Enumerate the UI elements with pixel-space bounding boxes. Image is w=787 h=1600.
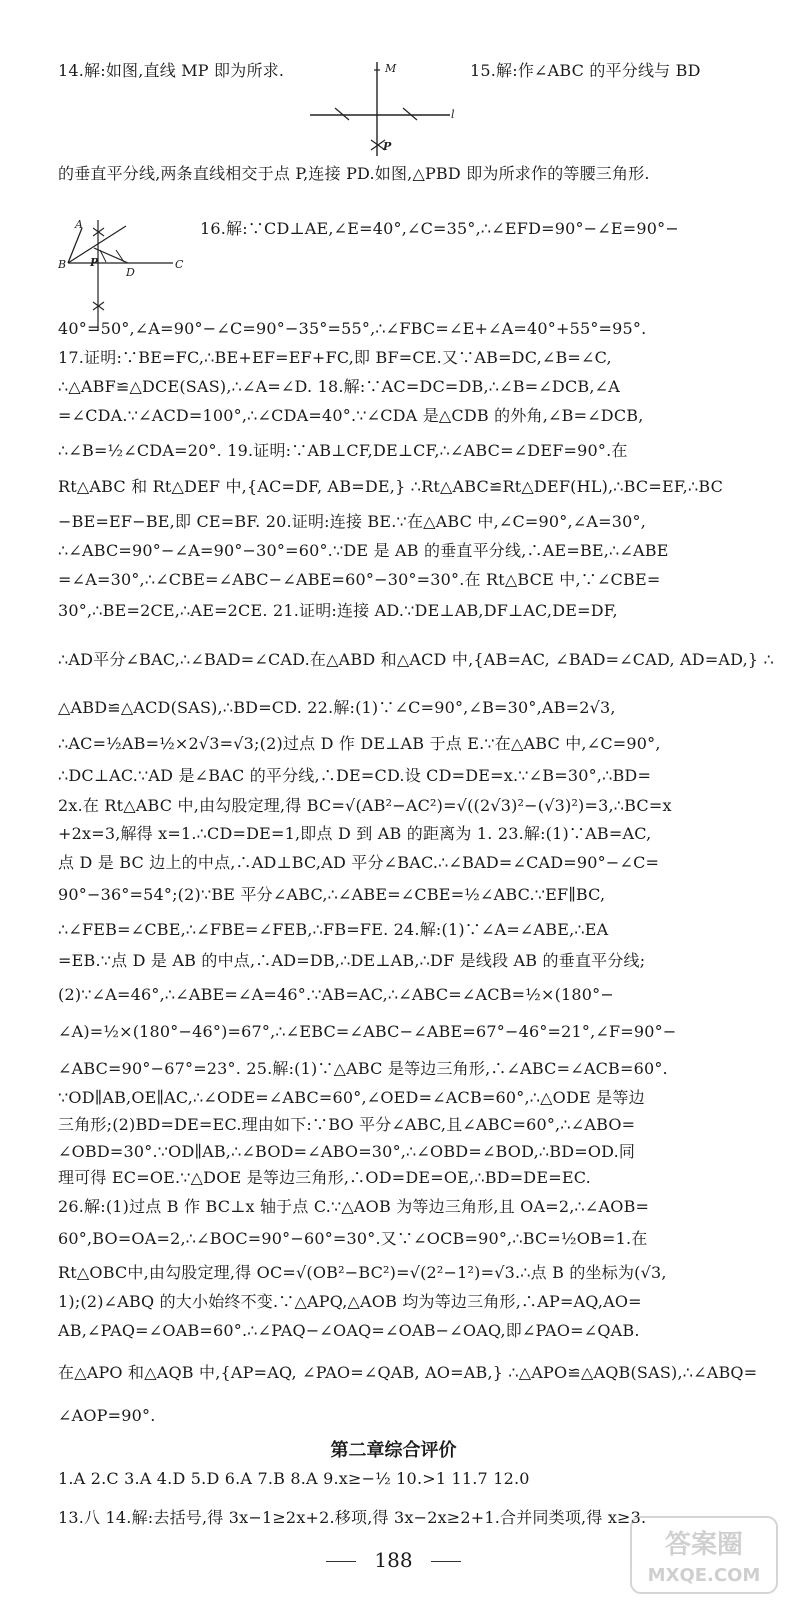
text-line: ∵OD∥AB,OE∥AC,∴∠ODE=∠ABC=60°,∠OED=∠ACB=60°,∴△ODE 是等边 <box>58 1088 645 1107</box>
label-A: A <box>75 218 83 231</box>
text-line: Rt△ABC 和 Rt△DEF 中,{AC=DF, AB=DE,} ∴Rt△ABC≌Rt△DEF(HL),∴BC=EF,∴BC <box>58 477 724 496</box>
text-line: 三角形;(2)BD=DE=EC.理由如下:∵BO 平分∠ABC,且∠ABC=60°,∴∠ABO= <box>58 1115 636 1134</box>
answer-15-start: 15.解:作∠ABC 的平分线与 BD <box>470 61 701 80</box>
page-number-rule-right <box>431 1561 461 1562</box>
text-line: 1);(2)∠ABQ 的大小始终不变.∵△APQ,△AOB 均为等边三角形,∴AP=AQ,AO= <box>58 1292 642 1311</box>
text-line: =∠A=30°,∴∠CBE=∠ABC−∠ABE=60°−30°=30°.在 Rt△BCE 中,∵∠CBE= <box>58 570 661 589</box>
text-line: 60°,BO=OA=2,∴∠BOC=90°−60°=30°.又∵∠OCB=90°,∴BC=½OB=1.在 <box>58 1229 648 1248</box>
svg-text:MXQE.COM: MXQE.COM <box>647 1565 761 1586</box>
text-line: ∴△ABF≌△DCE(SAS),∴∠A=∠D. 18.解:∵AC=DC=DB,∴∠B=∠DCB,∠A <box>58 377 621 396</box>
answer-25: ∠ABC=90°−67°=23°. 25.解:(1)∵△ABC 是等边三角形,∴∠ABC=∠ACB=60°. <box>58 1059 668 1078</box>
text-line: AB,∠PAQ=∠OAB=60°.∴∠PAQ−∠OAQ=∠OAB−∠OAQ,即∠PAO=∠QAB. <box>58 1321 640 1340</box>
text-line: ∴AD平分∠BAC,∴∠BAD=∠CAD.在△ABD 和△ACD 中,{AB=AC, ∠BAD=∠CAD, AD=AD,} ∴ <box>58 650 774 669</box>
answer-26: 26.解:(1)过点 B 作 BC⊥x 轴于点 C.∵△AOB 为等边三角形,且 OA=2,∴∠AOB= <box>58 1197 650 1216</box>
answer-24: ∴∠FEB=∠CBE,∴∠FBE=∠FEB,∴FB=FE. 24.解:(1)∵∠A=∠ABE,∴EA <box>58 920 609 939</box>
figure-14 <box>305 58 475 163</box>
answer-14: 14.解:如图,直线 MP 即为所求. <box>58 61 285 80</box>
text-line: ∴AC=½AB=½×2√3=√3;(2)过点 D 作 DE⊥AB 于点 E.∵在△ABC 中,∠C=90°, <box>58 734 661 753</box>
label-B: B <box>58 258 67 271</box>
label-M: M <box>385 62 397 75</box>
answer-21: 30°,∴BE=2CE,∴AE=2CE. 21.证明:连接 AD.∵DE⊥AB,DF⊥AC,DE=DF, <box>58 601 618 620</box>
text-line: =∠CDA.∵∠ACD=100°,∴∠CDA=40°.∵∠CDA 是△CDB 的外角,∠B=∠DCB, <box>58 406 644 425</box>
label-l: l <box>451 108 455 121</box>
answer-17: 17.证明:∵BE=FC,∴BE+EF=EF+FC,即 BF=CE.又∵AB=DC,∠B=∠C, <box>58 348 612 367</box>
text-line: ∴DC⊥AC.∵AD 是∠BAC 的平分线,∴DE=CD.设 CD=DE=x.∵∠B=30°,∴BD= <box>58 766 652 785</box>
text-line: 2x.在 Rt△ABC 中,由勾股定理,得 BC=√(AB²−AC²)=√((2√3)²−(√3)²)=3,∴BC=x <box>58 796 672 815</box>
answer-23: +2x=3,解得 x=1.∴CD=DE=1,即点 D 到 AB 的距离为 1. 23.解:(1)∵AB=AC, <box>58 824 652 843</box>
label-P: P <box>90 256 99 269</box>
page-number-text: 188 <box>374 1548 413 1572</box>
text-line: (2)∵∠A=46°,∴∠ABE=∠A=46°.∵AB=AC,∴∠ABC=∠ACB=½×(180°− <box>58 985 614 1004</box>
answer-15-cont: 的垂直平分线,两条直线相交于点 P,连接 PD.如图,△PBD 即为所求作的等腰三角形. <box>58 164 650 183</box>
svg-text:答案圈: 答案圈 <box>664 1530 744 1560</box>
label-P: P <box>383 140 392 153</box>
answer-16: 16.解:∵CD⊥AE,∠E=40°,∠C=35°,∴∠EFD=90°−∠E=90°− <box>200 219 679 238</box>
text-line: Rt△OBC中,由勾股定理,得 OC=√(OB²−BC²)=√(2²−1²)=√3.∴点 B 的坐标为(√3, <box>58 1263 667 1282</box>
watermark-logo <box>629 1515 779 1595</box>
label-C: C <box>175 258 184 271</box>
label-D: D <box>126 266 135 279</box>
text-line: ∴∠ABC=90°−∠A=90°−30°=60°.∵DE 是 AB 的垂直平分线,∴AE=BE,∴∠ABE <box>58 541 669 560</box>
answer-20: −BE=EF−BE,即 CE=BF. 20.证明:连接 BE.∵在△ABC 中,∠C=90°,∠A=30°, <box>58 512 646 531</box>
text-line: ∴∠B=½∠CDA=20°. 19.证明:∵AB⊥CF,DE⊥CF,∴∠ABC=∠DEF=90°.在 <box>58 441 628 460</box>
text-line: ∠AOP=90°. <box>58 1406 156 1425</box>
text-line: =EB.∵点 D 是 AB 的中点,∴AD=DB,∴DE⊥AB,∴DF 是线段 AB 的垂直平分线; <box>58 951 646 970</box>
answer-22: △ABD≌△ACD(SAS),∴BD=CD. 22.解:(1)∵∠C=90°,∠B=30°,AB=2√3, <box>58 698 616 717</box>
text-line: 在△APO 和△AQB 中,{AP=AQ, ∠PAO=∠QAB, AO=AB,} ∴△APO≌△AQB(SAS),∴∠ABQ= <box>58 1363 758 1382</box>
text-line: ∠A)=½×(180°−46°)=67°,∴∠EBC=∠ABC−∠ABE=67°−46°=21°,∠F=90°− <box>58 1022 677 1041</box>
section-title: 第二章综合评价 <box>330 1440 457 1461</box>
choice-answers: 1.A 2.C 3.A 4.D 5.D 6.A 7.B 8.A 9.x≥−½ 10.>1 11.7 12.0 <box>58 1469 530 1488</box>
text-line: 40°=50°,∠A=90°−∠C=90°−35°=55°,∴∠FBC=∠E+∠A=40°+55°=95°. <box>58 319 647 338</box>
answer-13-14: 13.八 14.解:去括号,得 3x−1≥2x+2.移项,得 3x−2x≥2+1.合并同类项,得 x≥3. <box>58 1508 647 1527</box>
text-line: 90°−36°=54°;(2)∵BE 平分∠ABC,∴∠ABE=∠CBE=½∠ABC.∵EF∥BC, <box>58 885 606 904</box>
text-line: 理可得 EC=OE.∵△DOE 是等边三角形,∴OD=DE=OE,∴BD=DE=EC. <box>58 1168 591 1187</box>
text-line: 点 D 是 BC 边上的中点,∴AD⊥BC,AD 平分∠BAC.∴∠BAD=∠CAD=90°−∠C= <box>58 853 660 872</box>
text-line: ∠OBD=30°.∵OD∥AB,∴∠BOD=∠ABO=30°,∴∠OBD=∠BOD,∴BD=OD.同 <box>58 1142 636 1161</box>
page-number-rule-left <box>326 1561 356 1562</box>
